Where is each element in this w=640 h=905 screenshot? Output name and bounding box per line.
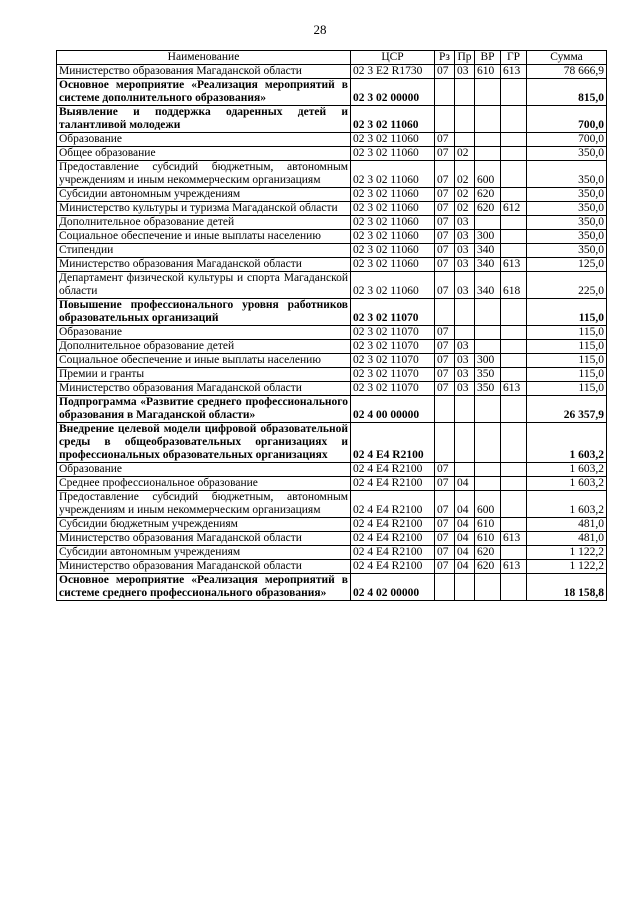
table-row xyxy=(57,382,607,396)
cell-vr: 340 xyxy=(475,244,501,258)
cell-sum: 115,0 xyxy=(527,340,607,354)
cell-csr: 02 3 02 11070 xyxy=(351,340,435,354)
cell-name: Социальное обеспечение и иные выплаты населению xyxy=(57,354,351,368)
header-gr: ГР xyxy=(501,51,527,65)
table-row xyxy=(57,230,607,244)
cell-gr xyxy=(501,518,527,532)
cell-vr xyxy=(475,216,501,230)
header-pr: Пр xyxy=(455,51,475,65)
cell-rz: 07 xyxy=(435,202,455,216)
cell-csr: 02 3 02 11070 xyxy=(351,326,435,340)
cell-name: Основное мероприятие «Реализация мероприятий в системе дополнительного образования» xyxy=(57,79,351,106)
cell-pr: 03 xyxy=(455,272,475,299)
cell-rz xyxy=(435,299,455,326)
cell-vr xyxy=(475,147,501,161)
cell-csr: 02 4 E4 R2100 xyxy=(351,518,435,532)
cell-name: Министерство образования Магаданской области xyxy=(57,560,351,574)
cell-sum: 815,0 xyxy=(527,79,607,106)
cell-rz xyxy=(435,396,455,423)
cell-gr: 612 xyxy=(501,202,527,216)
cell-csr: 02 3 02 11060 xyxy=(351,147,435,161)
cell-sum: 1 603,2 xyxy=(527,463,607,477)
cell-vr xyxy=(475,423,501,463)
cell-gr xyxy=(501,230,527,244)
table-row xyxy=(57,258,607,272)
cell-gr: 613 xyxy=(501,382,527,396)
cell-sum: 125,0 xyxy=(527,258,607,272)
cell-gr xyxy=(501,340,527,354)
cell-vr: 300 xyxy=(475,354,501,368)
table-row xyxy=(57,354,607,368)
cell-vr xyxy=(475,133,501,147)
cell-vr xyxy=(475,477,501,491)
cell-sum: 481,0 xyxy=(527,518,607,532)
cell-rz: 07 xyxy=(435,382,455,396)
cell-vr: 340 xyxy=(475,272,501,299)
cell-rz: 07 xyxy=(435,491,455,518)
cell-vr xyxy=(475,463,501,477)
cell-vr: 620 xyxy=(475,188,501,202)
cell-name: Стипендии xyxy=(57,244,351,258)
cell-pr: 04 xyxy=(455,532,475,546)
cell-vr xyxy=(475,574,501,601)
header-name: Наименование xyxy=(57,51,351,65)
cell-name: Среднее профессиональное образование xyxy=(57,477,351,491)
cell-csr: 02 3 02 11060 xyxy=(351,202,435,216)
cell-name: Образование xyxy=(57,133,351,147)
table-row xyxy=(57,299,607,326)
cell-name: Общее образование xyxy=(57,147,351,161)
cell-sum: 700,0 xyxy=(527,133,607,147)
cell-rz: 07 xyxy=(435,147,455,161)
cell-pr: 04 xyxy=(455,560,475,574)
cell-name: Образование xyxy=(57,463,351,477)
cell-name: Основное мероприятие «Реализация мероприятий в системе среднего профессионального образования» xyxy=(57,574,351,601)
cell-sum: 1 603,2 xyxy=(527,477,607,491)
cell-pr xyxy=(455,133,475,147)
cell-name: Министерство образования Магаданской области xyxy=(57,532,351,546)
cell-rz: 07 xyxy=(435,326,455,340)
page-number: 28 xyxy=(313,22,327,37)
cell-pr: 02 xyxy=(455,202,475,216)
header-rz: Рз xyxy=(435,51,455,65)
cell-csr: 02 3 02 00000 xyxy=(351,79,435,106)
cell-gr xyxy=(501,574,527,601)
cell-name: Предоставление субсидий бюджетным, автономным учреждениям и иным некоммерческим организациям xyxy=(57,161,351,188)
cell-vr: 620 xyxy=(475,560,501,574)
table-row xyxy=(57,396,607,423)
cell-vr: 620 xyxy=(475,202,501,216)
cell-rz: 07 xyxy=(435,354,455,368)
cell-pr: 04 xyxy=(455,518,475,532)
cell-csr: 02 4 E4 R2100 xyxy=(351,546,435,560)
cell-rz: 07 xyxy=(435,546,455,560)
cell-pr: 03 xyxy=(455,244,475,258)
table-row xyxy=(57,65,607,79)
cell-csr: 02 3 02 11070 xyxy=(351,368,435,382)
cell-rz: 07 xyxy=(435,230,455,244)
table-row xyxy=(57,532,607,546)
cell-csr: 02 4 E4 R2100 xyxy=(351,491,435,518)
cell-rz: 07 xyxy=(435,188,455,202)
cell-gr xyxy=(501,244,527,258)
cell-csr: 02 4 E4 R2100 xyxy=(351,463,435,477)
cell-pr: 03 xyxy=(455,340,475,354)
cell-gr xyxy=(501,133,527,147)
cell-gr xyxy=(501,161,527,188)
table-row xyxy=(57,272,607,299)
cell-gr xyxy=(501,546,527,560)
cell-rz: 07 xyxy=(435,133,455,147)
cell-csr: 02 3 02 11060 xyxy=(351,106,435,133)
cell-csr: 02 4 E4 R2100 xyxy=(351,423,435,463)
table-row xyxy=(57,560,607,574)
cell-vr: 350 xyxy=(475,368,501,382)
cell-sum: 115,0 xyxy=(527,368,607,382)
cell-csr: 02 3 E2 R1730 xyxy=(351,65,435,79)
table-row xyxy=(57,147,607,161)
cell-pr xyxy=(455,326,475,340)
cell-sum: 115,0 xyxy=(527,326,607,340)
cell-rz: 07 xyxy=(435,532,455,546)
cell-name: Подпрограмма «Развитие среднего профессионального образования в Магаданской области» xyxy=(57,396,351,423)
cell-csr: 02 3 02 11060 xyxy=(351,230,435,244)
cell-sum: 1 603,2 xyxy=(527,491,607,518)
cell-gr xyxy=(501,396,527,423)
cell-vr: 340 xyxy=(475,258,501,272)
cell-vr xyxy=(475,396,501,423)
budget-table xyxy=(56,50,607,601)
cell-rz: 07 xyxy=(435,216,455,230)
cell-csr: 02 3 02 11060 xyxy=(351,216,435,230)
cell-rz: 07 xyxy=(435,340,455,354)
cell-vr: 610 xyxy=(475,532,501,546)
cell-sum: 115,0 xyxy=(527,299,607,326)
cell-csr: 02 3 02 11060 xyxy=(351,133,435,147)
cell-pr: 04 xyxy=(455,477,475,491)
table-row xyxy=(57,202,607,216)
cell-gr xyxy=(501,463,527,477)
cell-name: Образование xyxy=(57,326,351,340)
cell-rz: 07 xyxy=(435,518,455,532)
cell-sum: 115,0 xyxy=(527,382,607,396)
cell-gr: 618 xyxy=(501,272,527,299)
table-row xyxy=(57,133,607,147)
cell-gr xyxy=(501,106,527,133)
cell-gr xyxy=(501,326,527,340)
table-row xyxy=(57,368,607,382)
cell-rz xyxy=(435,574,455,601)
cell-name: Премии и гранты xyxy=(57,368,351,382)
cell-name: Департамент физической культуры и спорта Магаданской области xyxy=(57,272,351,299)
cell-sum: 350,0 xyxy=(527,202,607,216)
cell-vr xyxy=(475,299,501,326)
cell-gr xyxy=(501,368,527,382)
cell-vr: 600 xyxy=(475,161,501,188)
cell-pr xyxy=(455,463,475,477)
cell-gr xyxy=(501,147,527,161)
cell-gr: 613 xyxy=(501,65,527,79)
cell-csr: 02 4 E4 R2100 xyxy=(351,532,435,546)
cell-pr xyxy=(455,106,475,133)
cell-pr: 02 xyxy=(455,161,475,188)
cell-gr xyxy=(501,477,527,491)
table-row xyxy=(57,188,607,202)
table-row xyxy=(57,106,607,133)
cell-sum: 350,0 xyxy=(527,188,607,202)
cell-rz: 07 xyxy=(435,244,455,258)
table-row xyxy=(57,79,607,106)
table-header-row xyxy=(57,51,607,65)
cell-csr: 02 3 02 11060 xyxy=(351,272,435,299)
cell-csr: 02 3 02 11070 xyxy=(351,354,435,368)
cell-name: Субсидии бюджетным учреждениям xyxy=(57,518,351,532)
table-row xyxy=(57,463,607,477)
cell-csr: 02 4 E4 R2100 xyxy=(351,560,435,574)
cell-gr: 613 xyxy=(501,258,527,272)
cell-pr: 03 xyxy=(455,354,475,368)
cell-rz: 07 xyxy=(435,161,455,188)
cell-sum: 350,0 xyxy=(527,147,607,161)
table-row xyxy=(57,546,607,560)
cell-pr: 04 xyxy=(455,491,475,518)
cell-rz: 07 xyxy=(435,477,455,491)
cell-vr xyxy=(475,79,501,106)
cell-rz: 07 xyxy=(435,258,455,272)
cell-gr xyxy=(501,491,527,518)
cell-gr xyxy=(501,299,527,326)
cell-rz: 07 xyxy=(435,560,455,574)
cell-sum: 225,0 xyxy=(527,272,607,299)
cell-csr: 02 4 00 00000 xyxy=(351,396,435,423)
cell-pr: 03 xyxy=(455,65,475,79)
cell-csr: 02 4 E4 R2100 xyxy=(351,477,435,491)
cell-vr: 610 xyxy=(475,518,501,532)
cell-csr: 02 3 02 11060 xyxy=(351,161,435,188)
cell-rz xyxy=(435,106,455,133)
cell-vr xyxy=(475,326,501,340)
cell-gr xyxy=(501,79,527,106)
cell-gr: 613 xyxy=(501,560,527,574)
cell-pr: 04 xyxy=(455,546,475,560)
cell-sum: 481,0 xyxy=(527,532,607,546)
cell-rz: 07 xyxy=(435,368,455,382)
table-row xyxy=(57,340,607,354)
cell-vr xyxy=(475,340,501,354)
cell-sum: 350,0 xyxy=(527,244,607,258)
cell-pr: 03 xyxy=(455,368,475,382)
cell-name: Социальное обеспечение и иные выплаты населению xyxy=(57,230,351,244)
cell-csr: 02 3 02 11060 xyxy=(351,188,435,202)
cell-name: Предоставление субсидий бюджетным, автономным учреждениям и иным некоммерческим организациям xyxy=(57,491,351,518)
header-vr: ВР xyxy=(475,51,501,65)
cell-sum: 350,0 xyxy=(527,216,607,230)
cell-csr: 02 3 02 11070 xyxy=(351,299,435,326)
cell-pr xyxy=(455,79,475,106)
cell-gr xyxy=(501,354,527,368)
cell-name: Выявление и поддержка одаренных детей и талантливой молодежи xyxy=(57,106,351,133)
table-row xyxy=(57,477,607,491)
cell-name: Министерство культуры и туризма Магаданской области xyxy=(57,202,351,216)
cell-csr: 02 3 02 11060 xyxy=(351,244,435,258)
cell-name: Дополнительное образование детей xyxy=(57,216,351,230)
cell-sum: 350,0 xyxy=(527,161,607,188)
cell-pr xyxy=(455,299,475,326)
cell-pr: 02 xyxy=(455,188,475,202)
cell-pr xyxy=(455,396,475,423)
cell-pr xyxy=(455,574,475,601)
cell-pr: 02 xyxy=(455,147,475,161)
cell-vr xyxy=(475,106,501,133)
cell-sum: 78 666,9 xyxy=(527,65,607,79)
table-row xyxy=(57,574,607,601)
cell-name: Министерство образования Магаданской области xyxy=(57,382,351,396)
cell-sum: 1 603,2 xyxy=(527,423,607,463)
cell-pr: 03 xyxy=(455,230,475,244)
cell-vr: 620 xyxy=(475,546,501,560)
cell-gr xyxy=(501,188,527,202)
cell-sum: 26 357,9 xyxy=(527,396,607,423)
table-row xyxy=(57,491,607,518)
table-row xyxy=(57,423,607,463)
cell-name: Министерство образования Магаданской области xyxy=(57,258,351,272)
table-row xyxy=(57,216,607,230)
cell-sum: 1 122,2 xyxy=(527,560,607,574)
cell-vr: 300 xyxy=(475,230,501,244)
cell-sum: 700,0 xyxy=(527,106,607,133)
header-sum: Сумма xyxy=(527,51,607,65)
cell-name: Министерство образования Магаданской области xyxy=(57,65,351,79)
cell-pr xyxy=(455,423,475,463)
cell-pr: 03 xyxy=(455,382,475,396)
table-row xyxy=(57,326,607,340)
cell-rz: 07 xyxy=(435,65,455,79)
cell-sum: 1 122,2 xyxy=(527,546,607,560)
table-row xyxy=(57,161,607,188)
header-csr: ЦСР xyxy=(351,51,435,65)
cell-pr: 03 xyxy=(455,258,475,272)
cell-vr: 600 xyxy=(475,491,501,518)
cell-sum: 350,0 xyxy=(527,230,607,244)
cell-name: Субсидии автономным учреждениям xyxy=(57,188,351,202)
cell-csr: 02 4 02 00000 xyxy=(351,574,435,601)
cell-name: Субсидии автономным учреждениям xyxy=(57,546,351,560)
cell-name: Дополнительное образование детей xyxy=(57,340,351,354)
cell-rz: 07 xyxy=(435,463,455,477)
cell-vr: 350 xyxy=(475,382,501,396)
cell-pr: 03 xyxy=(455,216,475,230)
table-row xyxy=(57,244,607,258)
cell-rz: 07 xyxy=(435,272,455,299)
cell-gr xyxy=(501,216,527,230)
cell-name: Внедрение целевой модели цифровой образовательной среды в общеобразовательных организациях и профессиональных образовательных организациях xyxy=(57,423,351,463)
cell-rz xyxy=(435,79,455,106)
cell-sum: 115,0 xyxy=(527,354,607,368)
cell-name: Повышение профессионального уровня работников образовательных организаций xyxy=(57,299,351,326)
cell-rz xyxy=(435,423,455,463)
cell-vr: 610 xyxy=(475,65,501,79)
cell-gr: 613 xyxy=(501,532,527,546)
cell-sum: 18 158,8 xyxy=(527,574,607,601)
cell-csr: 02 3 02 11060 xyxy=(351,258,435,272)
table-row xyxy=(57,518,607,532)
cell-gr xyxy=(501,423,527,463)
cell-csr: 02 3 02 11070 xyxy=(351,382,435,396)
